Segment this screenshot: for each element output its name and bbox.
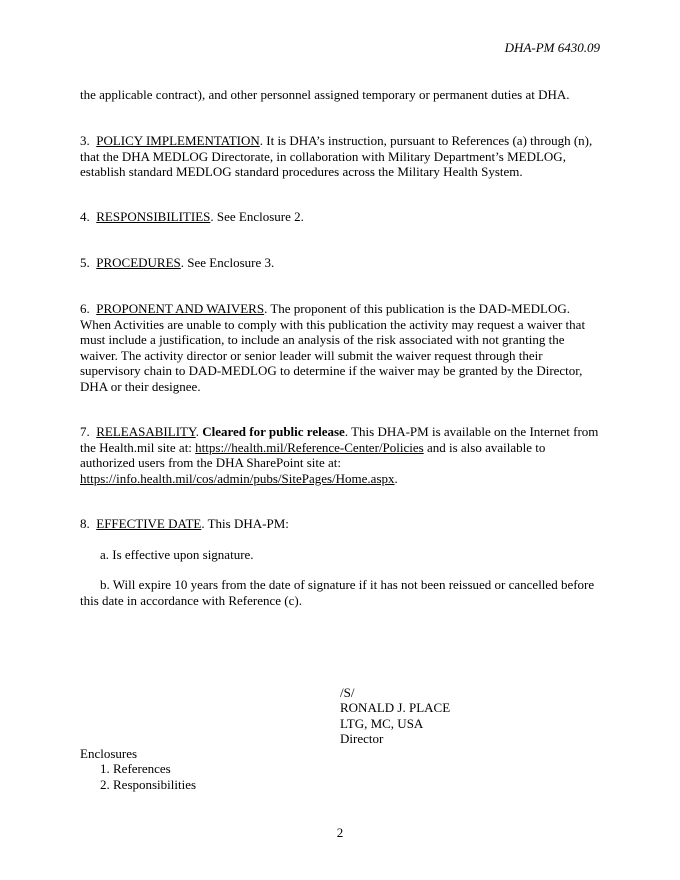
effective-item-b: b. Will expire 10 years from the date of signature if it has not been reissued or cancelled before this date in accordance with Reference (c). — [80, 577, 595, 608]
section-title: RESPONSIBILITIES — [96, 209, 211, 224]
section-title: POLICY IMPLEMENTATION — [96, 133, 260, 148]
section-text: . See Enclosure 3. — [180, 255, 275, 270]
section-number: 7. — [80, 424, 90, 439]
section-title: PROCEDURES — [96, 255, 181, 270]
section-separator: . — [195, 424, 203, 439]
signer-title: Director — [340, 731, 384, 746]
signer-name: RONALD J. PLACE — [340, 700, 451, 715]
section-procedures — [80, 255, 602, 271]
signature-mark: /S/ — [340, 685, 355, 700]
section-text: . It is DHA’s instruction, pursuant to References (a) through (n), that the DHA MEDLOG Directorate, in collaboration with Military Department’s MEDLOG, establish standard MEDLOG standard procedures across the Military Health System. — [80, 133, 593, 179]
section-text: . The proponent of this publication is the DAD-MEDLOG. When Activities are unable to comply with this publication the activity may request a waiver that must include a justification, to include an analysis of the risk associated with not granting the waiver. The activity director or senior leader will submit the waiver request through their supervisory chain to DAD-MEDLOG to determine if the waiver may be granted by the Director, DHA or their designee. — [80, 301, 586, 394]
publication-number: DHA-PM 6430.09 — [504, 40, 600, 55]
public-release-notice: Cleared for public release — [202, 424, 345, 439]
section-number: 8. — [80, 516, 90, 531]
section-text: . This DHA-PM is available on the Internet from the Health.mil site at: — [80, 424, 599, 455]
enclosures-label: Enclosures — [80, 746, 138, 761]
section-effective-date — [80, 516, 602, 532]
dha-sharepoint-link[interactable]: https://info.health.mil/cos/admin/pubs/SitePages/Home.aspx — [80, 470, 395, 486]
section-number: 3. — [80, 133, 90, 148]
effective-item-a: a. Is effective upon signature. — [100, 547, 254, 562]
section-text: . This DHA-PM: — [201, 516, 289, 531]
section-title: RELEASABILITY — [96, 424, 196, 439]
section-responsibilities — [80, 209, 602, 225]
intro-continuation: the applicable contract), and other personnel assigned temporary or permanent duties at DHA. — [80, 87, 570, 102]
enclosure-item: 1. References — [100, 761, 171, 776]
section-title: EFFECTIVE DATE — [96, 516, 202, 531]
section-title: PROPONENT AND WAIVERS — [96, 301, 265, 316]
section-number: 5. — [80, 255, 90, 270]
section-number: 4. — [80, 209, 90, 224]
section-proponent-and-waivers — [80, 301, 602, 394]
signer-rank: LTG, MC, USA — [340, 716, 424, 731]
section-text: and is also available to authorized users from the DHA SharePoint site at: — [80, 439, 546, 470]
section-text: . — [394, 470, 398, 486]
health-mil-policies-link[interactable]: https://health.mil/Reference-Center/Policies — [195, 439, 424, 455]
enclosure-item: 2. Responsibilities — [100, 777, 197, 792]
section-policy-implementation — [80, 133, 602, 180]
section-number: 6. — [80, 301, 90, 316]
section-text: . See Enclosure 2. — [210, 209, 304, 224]
section-releasability — [80, 424, 602, 486]
page-number: 2 — [336, 825, 344, 840]
